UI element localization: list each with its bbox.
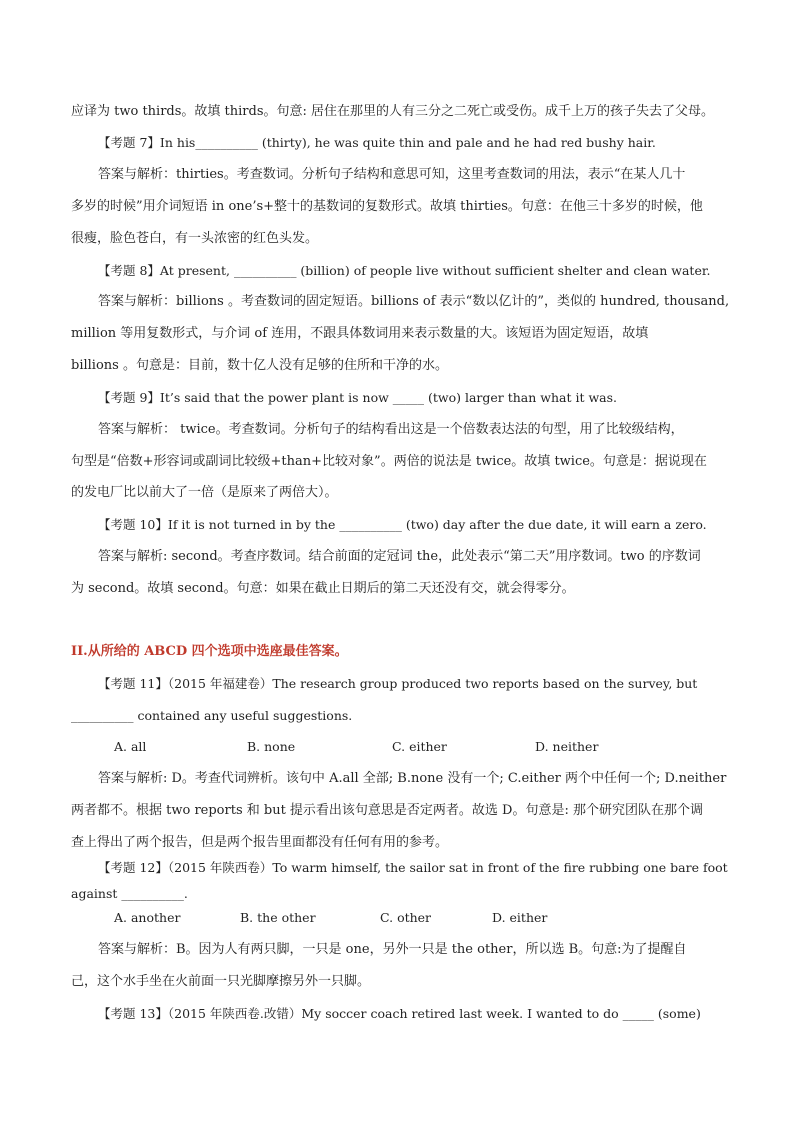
answer-7-line: 很瘦，脸色苍白，有一头浓密的红色头发。 (71, 231, 319, 246)
option-a: A. all (114, 739, 147, 754)
answer-10-line: 为 second。故填 second。句意：如果在截止日期后的第二天还没有交，就会得零分。 (71, 581, 575, 596)
option-c: C. either (392, 739, 447, 754)
text-line: 应译为 two thirds。故填 thirds。句意: 居住在那里的人有三分之二死亡或受伤。成千上万的孩子失去了父母。 (71, 104, 715, 119)
question-10: 【考题 10】If it is not turned in by the __________ (two) day after the due date, it will earn a zero. (98, 517, 707, 532)
answer-10-line: 答案与解析: second。考查序数词。结合前面的定冠词 the，此处表示“第二天”用序数词。two 的序数词 (98, 549, 701, 564)
question-13: 【考题 13】（2015 年陕西卷.改错）My soccer coach retired last week. I wanted to do _____ (some) (98, 1006, 701, 1021)
question-11-line: __________ contained any useful suggestions. (71, 708, 353, 723)
question-11: 【考题 11】（2015 年福建卷）The research group produced two reports based on the survey, but (98, 676, 698, 691)
question-12: 【考题 12】（2015 年陕西卷）To warm himself, the sailor sat in front of the fire rubbing one bare foot (98, 860, 728, 875)
answer-7-line: 多岁的时候”用介词短语 in one’s+整十的基数词的复数形式。故填 thirties。句意：在他三十多岁的时候，他 (71, 199, 703, 214)
option-a: A. another (114, 910, 181, 925)
answer-8-line: 答案与解析：billions 。考查数词的固定短语。billions of 表示“数以亿计的”，类似的 hundred, thousand, (98, 294, 730, 309)
answer-12-line: 己，这个水手坐在火前面一只光脚摩擦另外一只脚。 (71, 974, 371, 989)
answer-9-line: 的发电厂比以前大了一倍（是原来了两倍大）。 (71, 485, 338, 500)
answer-11-line: 两者都不。根据 two reports 和 but 提示看出该句意思是否定两者。故选 D。句意是: 那个研究团队在那个调 (71, 803, 703, 818)
answer-11-line: 答案与解析: D。考查代词辨析。该句中 A.all 全部; B.none 没有一个; C.either 两个中任何一个; D.neither (98, 771, 727, 786)
option-d: D. either (492, 910, 548, 925)
answer-9-line: 句型是“倍数+形容词或副词比较级+than+比较对象”。两倍的说法是 twice。故填 twice。句意是：据说现在 (71, 454, 707, 469)
option-b: B. none (247, 739, 296, 754)
option-d: D. neither (535, 739, 599, 754)
option-c: C. other (380, 910, 432, 925)
question-8: 【考题 8】At present, __________ (billion) of people live without sufficient shelter and clean water. (98, 263, 711, 278)
answer-8-line: million 等用复数形式，与介词 of 连用，不跟具体数词用来表示数量的大。该短语为固定短语，故填 (71, 326, 649, 341)
answer-12-line: 答案与解析：B。因为人有两只脚，一只是 one，另外一只是 the other，所以选 B。句意:为了提醒自 (98, 942, 687, 957)
answer-8-line: billions 。句意是：目前，数十亿人没有足够的住所和干净的水。 (71, 358, 448, 373)
answer-9-line: 答案与解析： twice。考查数词。分析句子的结构看出这是一个倍数表达法的句型，用了比较级结构， (98, 422, 684, 437)
section-heading: II.从所给的 ABCD 四个选项中选座最佳答案。 (71, 644, 348, 659)
answer-7-line: 答案与解析：thirties。考查数词。分析句子结构和意思可知，这里考查数词的用法，表示“在某人几十 (98, 167, 686, 182)
answer-11-line: 查上得出了两个报告，但是两个报告里面都没有任何有用的参考。 (71, 835, 449, 850)
question-12-line: against __________. (71, 886, 188, 901)
question-9: 【考题 9】It’s said that the power plant is now _____ (two) larger than what it was. (98, 390, 618, 405)
question-7: 【考题 7】In his__________ (thirty), he was quite thin and pale and he had red bushy hair. (98, 135, 656, 150)
option-b: B. the other (240, 910, 316, 925)
